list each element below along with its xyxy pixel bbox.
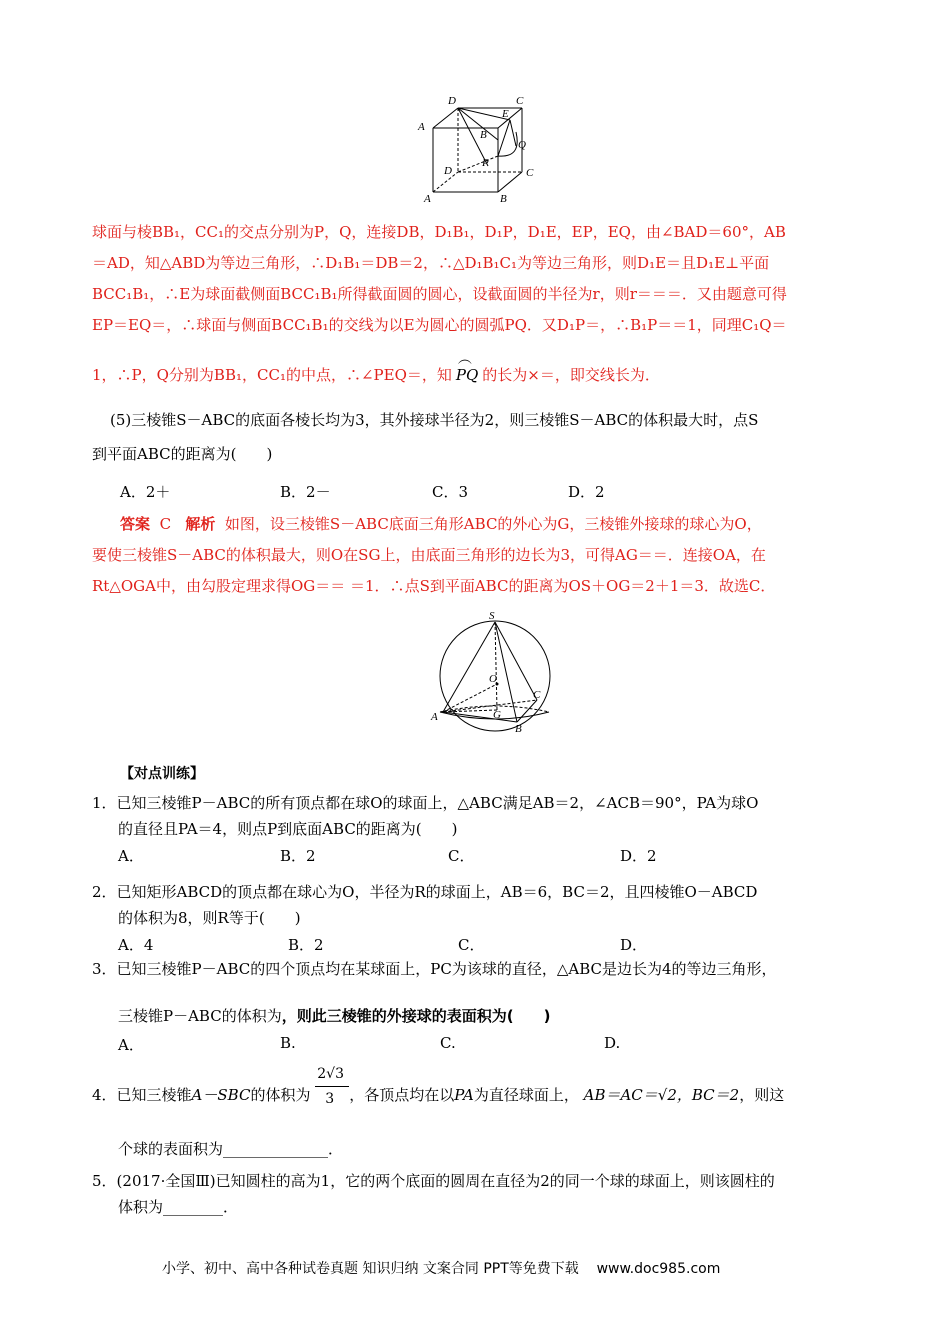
q5-solution-line3: Rt△OGA中，由勾股定理求得OG＝＝ ＝1．∴点S到平面ABC的距离为OS＋OG＝2＋1＝3．故选C． (92, 577, 776, 595)
label-d1: D (448, 95, 456, 107)
practice-q3-line2: 三棱锥P－ABC的体积为，则此三棱锥的外接球的表面积为( ) (118, 1007, 551, 1025)
q3-option-c: C. (440, 1034, 456, 1052)
label-e: E (502, 108, 509, 120)
analysis-text: 如图，设三棱锥S－ABC底面三角形ABC的外心为G，三棱锥外接球的球心为O， (224, 515, 762, 533)
solution4-line2: ＝AD，知△ABD为等边三角形，∴D₁B₁＝DB＝2，∴△D₁B₁C₁为等边三角形，则D₁E＝且D₁E⊥平面 (92, 254, 770, 272)
q5-option-d: D．2 (568, 483, 605, 501)
label-a1: A (418, 121, 425, 133)
practice-q4-line2: 个球的表面积为______________． (118, 1140, 344, 1158)
q2-option-b: B．2 (288, 936, 324, 954)
practice-q5-line2: 体积为________． (118, 1198, 239, 1216)
q1-option-c: C． (448, 847, 475, 865)
label-a: A (424, 193, 431, 205)
solution4-line3: BCC₁B₁，∴E为球面截侧面BCC₁B₁所得截面圆的圆心，设截面圆的半径为r，则r＝＝＝．又由题意可得 (92, 285, 787, 303)
answer-value: C (159, 515, 172, 533)
q5-option-a: A．2＋ (120, 483, 171, 501)
solution4-line5 (92, 351, 660, 386)
footer-url[interactable]: www.doc985.com (596, 1261, 721, 1277)
practice-q2-line1: 2．已知矩形ABCD的顶点都在球心为O，半径为R的球面上，AB＝6，BC＝2，且四棱锥O－ABCD (92, 883, 758, 901)
prism-figure (410, 90, 550, 210)
q1-option-a: A． (118, 847, 144, 865)
footer (162, 1258, 720, 1278)
q5-line1: (5)三棱锥S－ABC的底面各棱长均为3，其外接球半径为2，则三棱锥S－ABC的体积最大时，点S (110, 411, 759, 429)
q1-option-d: D．2 (620, 847, 657, 865)
solution4-line5b: 的长为×＝，即交线长为． (482, 366, 660, 384)
analysis-label: 解析 (185, 515, 216, 533)
q2-option-a: A．4 (118, 936, 154, 954)
volume-fraction: $\frac{2√3}{3}$ (315, 1085, 349, 1107)
label-b: B (500, 193, 507, 205)
q5-solution-line2: 要使三棱锥S－ABC的体积最大，则O在SG上，由底面三角形的边长为3，可得AG＝＝．连接OA，在 (92, 546, 766, 564)
label-s: S (489, 610, 495, 622)
q2-option-d: D． (620, 936, 648, 954)
label-q: Q (518, 139, 526, 151)
sphere-figure (425, 608, 565, 743)
label-a: A (431, 711, 438, 723)
label-c1: C (516, 95, 524, 107)
practice-heading: 【对点训练】 (120, 766, 204, 782)
label-p: P (482, 157, 489, 169)
q2-option-c: C． (458, 936, 485, 954)
q5-solution-line1 (120, 513, 762, 535)
label-c: C (533, 689, 541, 701)
q5-option-b: B．2－ (280, 483, 331, 501)
practice-q2-line2: 的体积为8，则R等于( ) (118, 909, 301, 927)
practice-q3-line1: 3．已知三棱锥P－ABC的四个顶点均在某球面上，PC为该球的直径，△ABC是边长为4的等边三角形， (92, 960, 777, 978)
label-b: B (515, 723, 522, 735)
label-g: G (493, 709, 501, 721)
practice-q1-line1: 1．已知三棱锥P－ABC的所有顶点都在球O的球面上，△ABC满足AB＝2，∠ACB＝90°，PA为球O (92, 794, 759, 812)
label-d: D (444, 165, 452, 177)
q5-line2: 到平面ABC的距离为( ) (92, 445, 273, 463)
solution4-line4: EP＝EQ＝，∴球面与侧面BCC₁B₁的交线为以E为圆心的圆弧PQ．又D₁P＝，∴B₁P＝＝1，同理C₁Q＝ (92, 316, 787, 334)
label-c: C (526, 167, 534, 179)
q3-option-a: A． (118, 1036, 144, 1054)
practice-q5-line1: 5．(2017·全国Ⅲ)已知圆柱的高为1，它的两个底面的圆周在直径为2的同一个球的球面上，则该圆柱的 (92, 1172, 775, 1190)
answer-label: 答案 (120, 515, 151, 533)
footer-text: 小学、初中、高中各种试卷真题 知识归纳 文案合同 PPT等免费下载 (162, 1261, 579, 1277)
q3-option-d: D. (604, 1034, 621, 1052)
q3-option-b: B. (280, 1034, 296, 1052)
q1-option-b: B．2 (280, 847, 316, 865)
label-b1: B (480, 129, 487, 141)
solution4-line1: 球面与棱BB₁，CC₁的交点分别为P，Q，连接DB，D₁B₁，D₁P，D₁E，EP，EQ，由∠BAD＝60°，AB (92, 223, 786, 241)
practice-q1-line2: 的直径且PA＝4，则点P到底面ABC的距离为( ) (118, 820, 458, 838)
q5-option-c: C．3 (432, 483, 469, 501)
arc-pq: ︵ PQ (455, 351, 479, 384)
label-o: O (489, 673, 497, 685)
solution4-line5a: 1，∴P，Q分别为BB₁，CC₁的中点，∴∠PEQ＝，知 (92, 366, 452, 384)
practice-q4-line1: 4．已知三棱锥A－SBC的体积为 $\frac{2√3}{3}$ ，各顶点均在以PA为直径球面上， AB＝AC＝√2，BC＝2，则这 (92, 1066, 785, 1107)
